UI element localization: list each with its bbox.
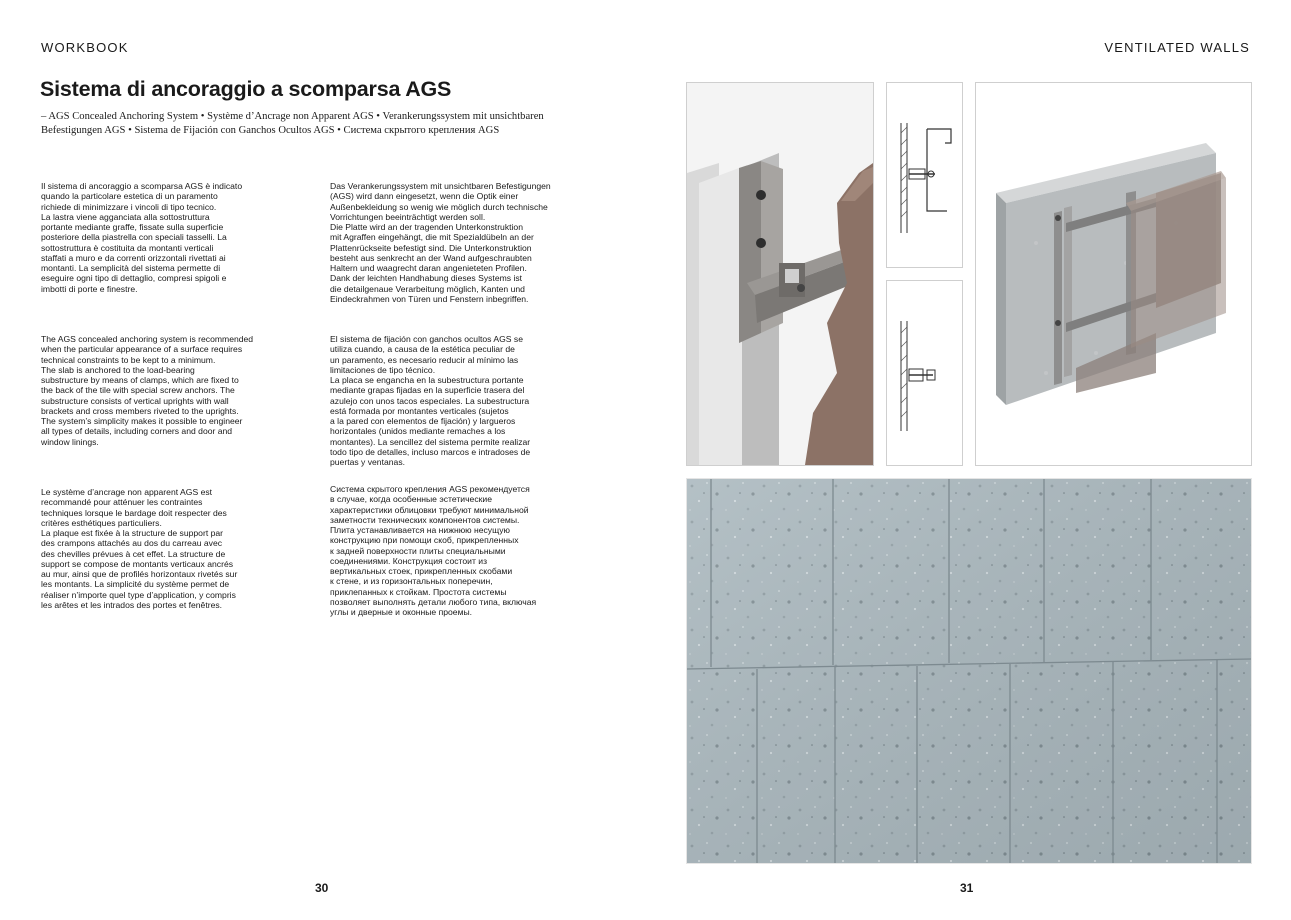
- page-number-right: 31: [960, 881, 974, 895]
- section-drawing-bottom: [886, 280, 963, 466]
- corner-detail-illustration: [686, 82, 874, 466]
- page-number-left: 30: [315, 881, 329, 895]
- text-french: Le système d’ancrage non apparent AGS est recommandé pour atténuer les contraintes techniques lorsque le bardage doit respecter des critères esthétiques particuliers. La plaque est fixée à la structure de support par des crampons attachés au dos du carreau avec des chevilles prévues à cet effet. La structure de support se compose de montants verticaux ancrés au mur, ainsi que de profilés horizontaux rivetés sur les montants. La simplicité du système permet de réaliser n’importe quel type d’application, y compris les arêtes et les intrados des portes et fenêtres.: [41, 487, 238, 610]
- stone-facade-photo: [686, 478, 1252, 864]
- page-title: Sistema di ancoraggio a scomparsa AGS: [40, 77, 452, 101]
- text-russian: Система скрытого крепления AGS рекомендуется в случае, когда особенные эстетические характеристики облицовки требуют минимальной заметности технических компонентов системы. Плита устанавливается на нижнюю несущую конструкцию при помощи скоб, прикрепленных к задней поверхности плиты специальными соединениями. Конструкция состоит из вертикальных стоек, прикрепленных скобами к стене, и из горизонтальных поперечин, приклепанных к стойкам. Простота системы позволяет выполнять детали любого типа, включая углы и дверные и оконные проемы.: [330, 484, 537, 617]
- text-italian: Il sistema di ancoraggio a scomparsa AGS è indicato quando la particolare estetica di un paramento richiede di minimizzare i vincoli di tipo tecnico. La lastra viene agganciata alla sottostruttura portante mediante graffe, fissate sulla superficie posteriore della piastrella con speciali tasselli. La sottostruttura è costituita da montanti verticali staffati a muro e da correnti orizzontali rivettati ai montanti. La semplicità del sistema permette di eseguire ogni tipo di dettaglio, compresi spigoli e imbotti di porte e finestre.: [41, 181, 243, 294]
- text-spanish: El sistema de fijación con ganchos ocultos AGS se utiliza cuando, a causa de la estética peculiar de un paramento, es necesario reducir al mínimo las limitaciones de tipo técnico. La placa se engancha en la subestructura portante mediante grapas fijadas en la superficie trasera del azulejo con unos tacos especiales. La subestructura está formada por montantes verticales (sujetos a la pared con elementos de fijación) y largueros horizontales (unidos mediante remaches a los montantes). La sencillez del sistema permite realizar todo tipo de detalles, incluso marcos e intradoses de puertas y ventanas.: [330, 334, 531, 467]
- wall-assembly-illustration: [975, 82, 1252, 466]
- header-section-title: VENTILATED WALLS: [1104, 40, 1250, 55]
- header-workbook: WORKBOOK: [41, 40, 129, 55]
- text-english: The AGS concealed anchoring system is recommended when the particular appearance of a surface requires technical constraints to be kept to a minimum. The slab is anchored to the load-bearing substructure by means of clamps, which are fixed to the back of the tile with special screw anchors. The substructure consists of vertical uprights with wall brackets and cross members riveted to the uprights. The system’s simplicity makes it possible to engineer all types of details, including corners and door and window linings.: [41, 334, 254, 447]
- section-drawing-top: [886, 82, 963, 268]
- subtitle-translations: – AGS Concealed Anchoring System • Système d’Ancrage non Apparent AGS • Verankerungssystem mit unsichtbaren Befestigungen AGS • Sistema de Fijación con Ganchos Ocultos AGS • Система скрытого крепления AGS: [41, 111, 544, 136]
- text-german: Das Verankerungssystem mit unsichtbaren Befestigungen (AGS) wird dann eingesetzt, wenn die Optik einer Außenbekleidung so wenig wie möglich durch technische Vorrichtungen beeinträchtigt werden soll. Die Platte wird an der tragenden Unterkonstruktion mit Agraffen eingehängt, die mit Spezialdübeln an der Plattenrückseite befestigt sind. Die Unterkonstruktion besteht aus senkrecht an der Wand aufgeschraubten Haltern und waagrecht daran angenieteten Profilen. Dank der leichten Handhabung dieses Systems ist die detailgenaue Verarbeitung möglich, Kanten und Eindeckrahmen von Türen und Fenstern inbegriffen.: [330, 181, 551, 304]
